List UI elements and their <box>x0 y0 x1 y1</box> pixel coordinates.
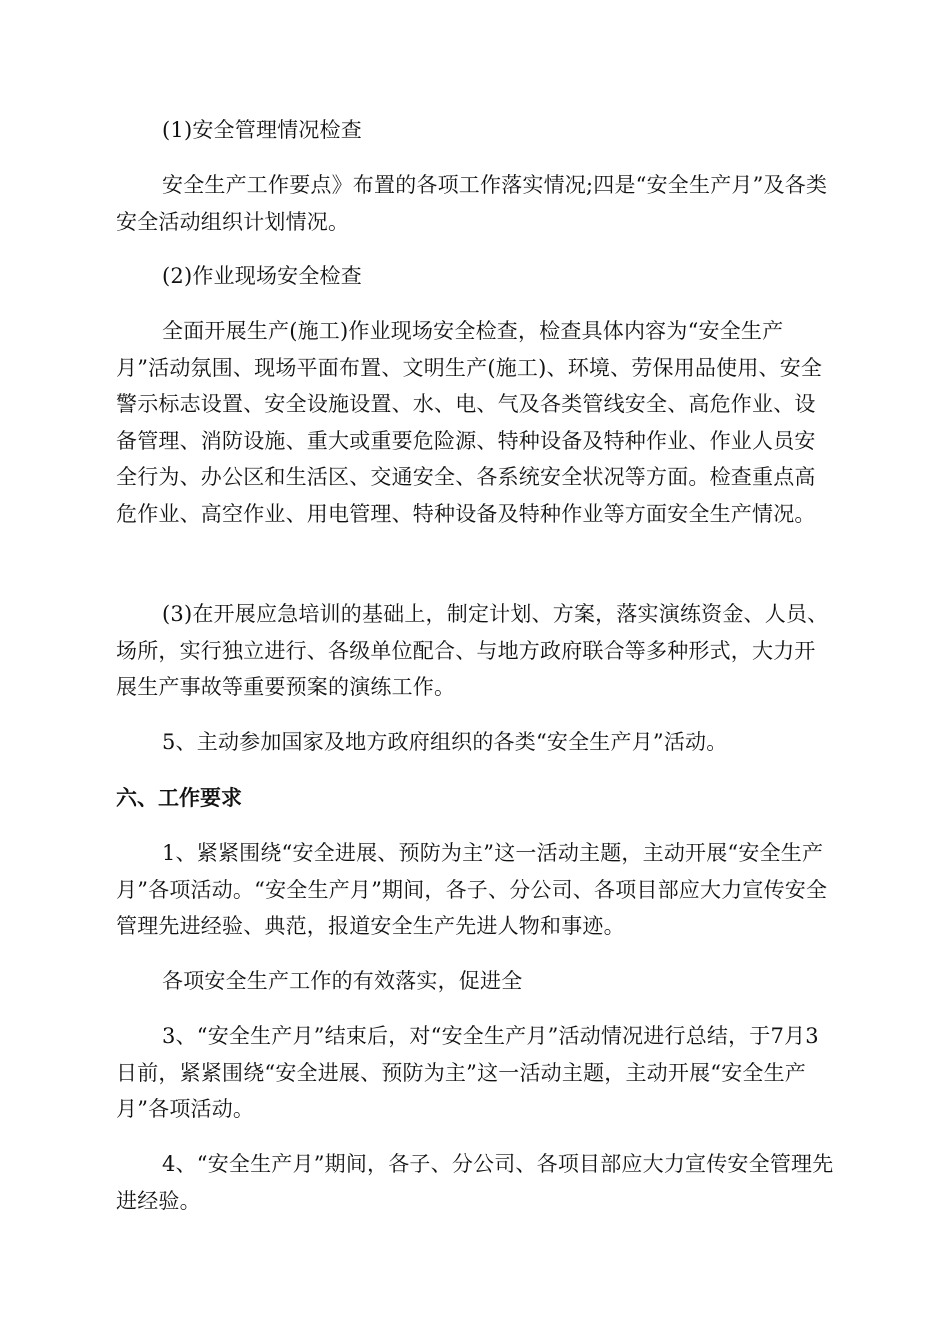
requirement-item-2-fragment: 各项安全生产工作的有效落实，促进全 <box>162 969 523 993</box>
requirement-item-1: 1、紧紧围绕“安全进展、预防为主”这一活动主题，主动开展“安全生产月”各项活动。“安全生产月”期间，各子、分公司、各项目部应大力宣传安全管理先进经验、典范，报道安全生产先进人物和事迹。 <box>116 841 828 938</box>
paragraph-work-points: 安全生产工作要点》布置的各项工作落实情况;四是“安全生产月”及各类安全活动组织计划情况。 <box>116 173 828 234</box>
paragraph-emergency-drill: (3)在开展应急培训的基础上，制定计划、方案，落实演练资金、人员、场所，实行独立进行、各级单位配合、与地方政府联合等多种形式，大力开展生产事故等重要预案的演练工作。 <box>116 602 829 699</box>
paragraph-site-safety-check: (2)作业现场安全检查 <box>162 264 362 288</box>
paragraph-safety-management-check: (1)安全管理情况检查 <box>162 118 362 142</box>
requirement-item-3: 3、“安全生产月”结束后，对“安全生产月”活动情况进行总结，于7月3日前，紧紧围绕“安全进展、预防为主”这一活动主题，主动开展“安全生产月”各项活动。 <box>116 1024 819 1121</box>
requirement-item-4: 4、“安全生产月”期间，各子、分公司、各项目部应大力宣传安全管理先进经验。 <box>116 1152 834 1213</box>
section-heading-work-requirements: 六、工作要求 <box>116 786 242 810</box>
paragraph-participate-activities: 5、主动参加国家及地方政府组织的各类“安全生产月”活动。 <box>162 730 728 754</box>
paragraph-site-inspection-content: 全面开展生产(施工)作业现场安全检查，检查具体内容为“安全生产月”活动氛围、现场平面布置、文明生产(施工)、环境、劳保用品使用、安全警示标志设置、安全设施设置、水、电、气及各类管线安全、高危作业、设备管理、消防设施、重大或重要危险源、特种设备及特种作业、作业人员安全行为、办公区和生活区、交通安全、各系统安全状况等方面。检查重点高危作业、高空作业、用电管理、特种设备及特种作业等方面安全生产情况。 <box>116 319 823 526</box>
